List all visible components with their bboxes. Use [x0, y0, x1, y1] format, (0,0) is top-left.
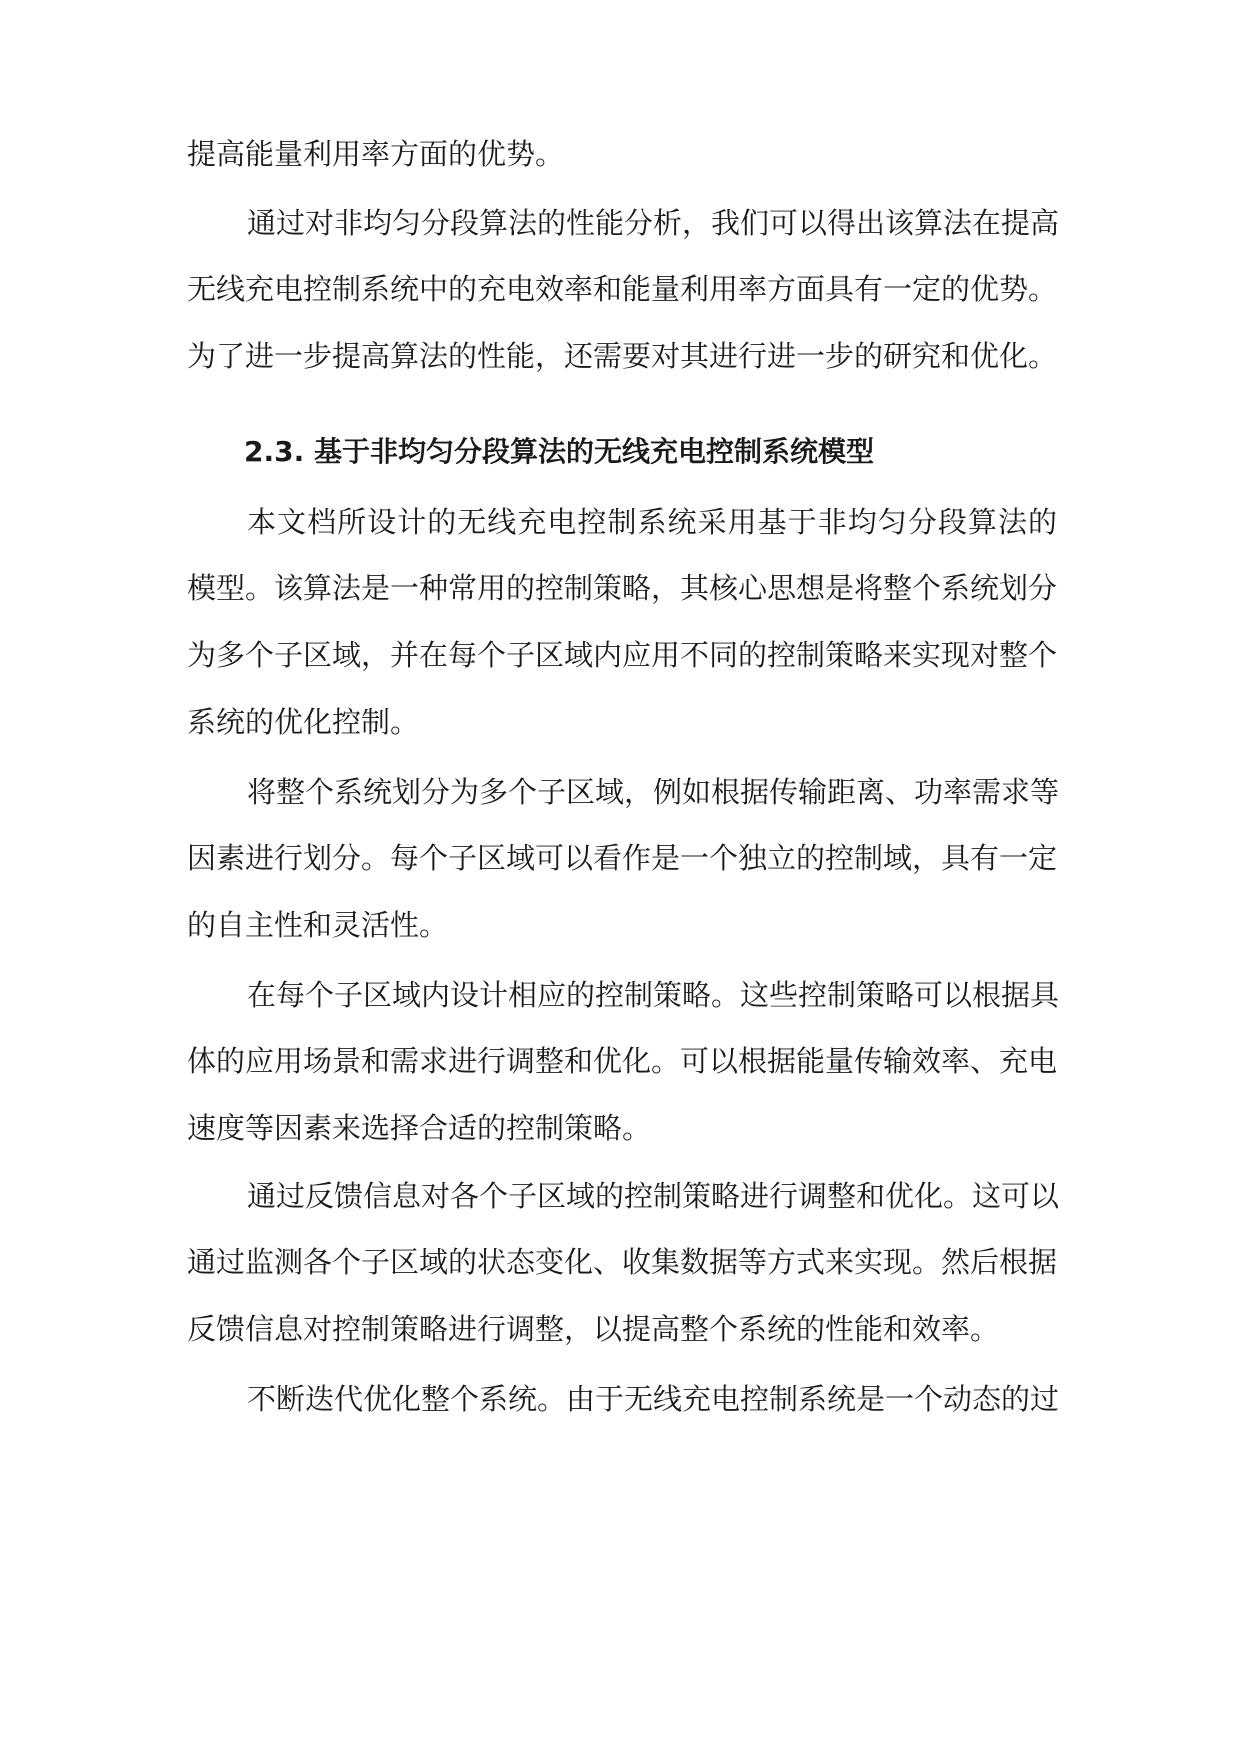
paragraph-line: 本文档所设计的无线充电控制系统采用基于非均匀分段算法的 — [247, 505, 1057, 539]
paragraph-line: 系统的优化控制。 — [187, 705, 420, 739]
paragraph-line: 提高能量利用率方面的优势。 — [187, 137, 565, 171]
paragraph-line: 速度等因素来选择合适的控制策略。 — [187, 1111, 652, 1145]
paragraph-line: 通过反馈信息对各个子区域的控制策略进行调整和优化。这可以 — [247, 1179, 1060, 1213]
paragraph-line: 无线充电控制系统中的充电效率和能量利用率方面具有一定的优势。 — [187, 272, 1058, 306]
paragraph-line: 将整个系统划分为多个子区域，例如根据传输距离、功率需求等 — [247, 775, 1060, 809]
paragraph-line: 在每个子区域内设计相应的控制策略。这些控制策略可以根据具 — [247, 978, 1060, 1012]
paragraph-line: 不断迭代优化整个系统。由于无线充电控制系统是一个动态的过 — [247, 1382, 1060, 1416]
paragraph-line: 模型。该算法是一种常用的控制策略，其核心思想是将整个系统划分 — [187, 571, 1058, 605]
paragraph-line: 为了进一步提高算法的性能，还需要对其进行进一步的研究和优化。 — [187, 339, 1058, 373]
paragraph-line: 的自主性和灵活性。 — [187, 908, 449, 942]
paragraph-line: 通过监测各个子区域的状态变化、收集数据等方式来实现。然后根据 — [187, 1245, 1058, 1279]
paragraph-line: 为多个子区域，并在每个子区域内应用不同的控制策略来实现对整个 — [187, 638, 1058, 672]
paragraph-line: 因素进行划分。每个子区域可以看作是一个独立的控制域，具有一定 — [187, 841, 1058, 875]
paragraph-line: 体的应用场景和需求进行调整和优化。可以根据能量传输效率、充电 — [187, 1044, 1058, 1078]
section-heading: 2.3. 基于非均匀分段算法的无线充电控制系统模型 — [244, 435, 874, 468]
paragraph-line: 通过对非均匀分段算法的性能分析，我们可以得出该算法在提高 — [247, 206, 1060, 240]
paragraph-line: 反馈信息对控制策略进行调整，以提高整个系统的性能和效率。 — [187, 1312, 1000, 1346]
